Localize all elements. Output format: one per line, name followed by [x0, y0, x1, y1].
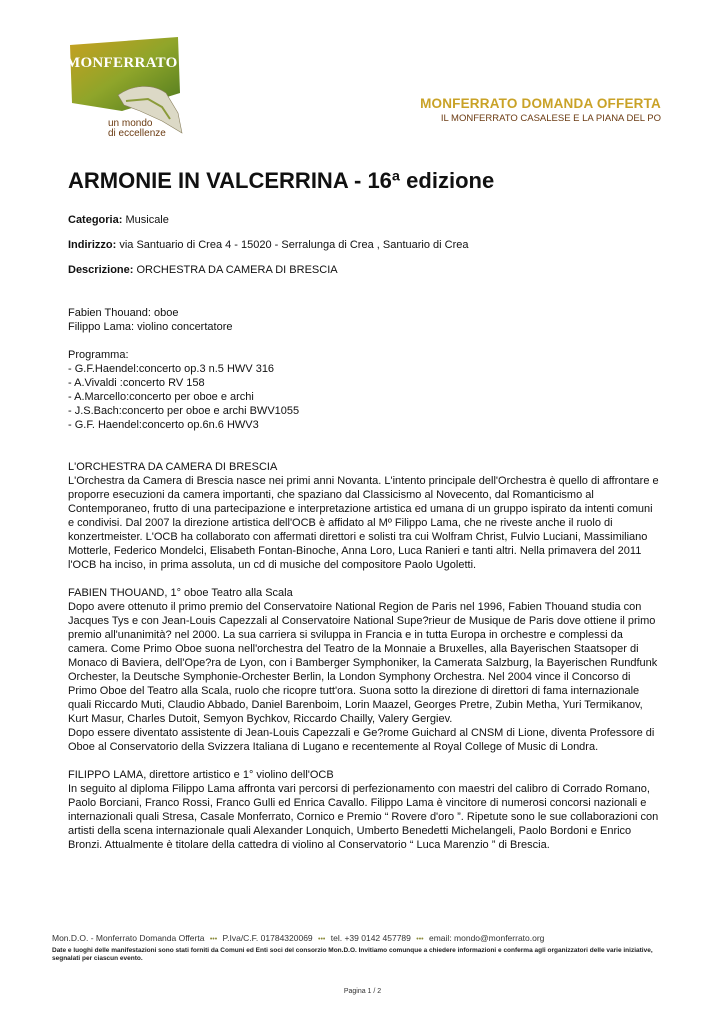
- category-label: Categoria:: [68, 214, 123, 226]
- performer-line: Filippo Lama: violino concertatore: [68, 321, 233, 333]
- description-value: ORCHESTRA DA CAMERA DI BRESCIA: [136, 264, 338, 276]
- program-title: Programma:: [68, 349, 129, 361]
- event-description-body: [68, 306, 660, 852]
- brand-subtitle: IL MONFERRATO CASALESE E LA PIANA DEL PO: [440, 113, 661, 124]
- category-value: Musicale: [125, 214, 169, 226]
- orchestra-text: L'Orchestra da Camera di Brescia nasce nei primi anni Novanta. L'intento principale dell'Orchestra è quello di affrontare e proporre esecuzioni da camera importanti, che spaziano dal Classicismo al Novecento, dal Romanticismo al Contemporaneo, frutto di una partecipazione e interpretazione artistica ed umana di un gruppo ispirato da intenti comuni e condivisi. Dal 2007 la direzione artistica dell'OCB è affidato al Mº Filippo Lama, che ne riveste anche il ruolo di konzertmeister. L'OCB ha collaborato con affermati direttori e solisti tra cui Wolfram Christ, Fulvio Luciani, Massimiliano Motterle, Federico Mondelci, Elisabeth Fontan-Binoche, Anna Loro, Luca Ranieri e tanti altri. Nella primavera del 2011 l'OCB ha inciso, in prima assoluta, un cd di musiche del compositore Paolo Ugoletti.: [68, 475, 659, 571]
- footer-separator: •••: [416, 936, 424, 943]
- description-label: Descrizione:: [68, 264, 134, 276]
- footer-contact-line: [52, 933, 544, 943]
- logo-tagline-line1: un mondo: [108, 118, 153, 129]
- lama-heading: FILIPPO LAMA, direttore artistico e 1° violino dell'OCB: [68, 769, 334, 781]
- brand-header: [420, 96, 661, 124]
- address-value: via Santuario di Crea 4 - 15020 - Serralunga di Crea , Santuario di Crea: [119, 239, 469, 251]
- program-item: - A.Vivaldi :concerto RV 158: [68, 377, 205, 389]
- thouand-text: Dopo avere ottenuto il primo premio del Conservatoire National Region de Paris nel 1996, Fabien Thouand studia con Jacques Tys e con Jean-Louis Capezzali al Conservatoire National Supe?rieur de Musique de Paris dove ottiene il primo premio all'unanimità? nel 2000. La sua carriera si sviluppa in Francia e in tutta Europa in orchestre e complessi da camera. Come Primo Oboe suona nell'orchestra del Teatro de la Monnaie a Bruxelles, alla Bayerischen Staatsoper di Monaco di Baviera, dell'Ope?ra de Lyon, con i Bamberger Symphoniker, la Camerata Salzburg, la Bayerischen Rundfunk Orchester, la Deutsche Symphonie-Orchester Berlin, la London Symphony Orchestra. Nel 2004 vince il Concorso di Primo Oboe del Teatro alla Scala, ruolo che ricopre tutt'ora. Suona sotto la direzione di direttori di fama internazionale quali Riccardo Muti, Claudio Abbado, Daniel Barenboim, Lorin Maazel, Georges Pretre, Zubin Metha, Yuri Termikanov, Kurt Masur, Charles Dutoit, Semyon Bychkov, Riccardo Chailly, Valery Gergiev.: [68, 601, 658, 725]
- brand-title: MONFERRATO DOMANDA OFFERTA: [420, 96, 661, 111]
- logo-tagline-line2: di eccellenze: [108, 128, 166, 139]
- performer-line: Fabien Thouand: oboe: [68, 307, 179, 319]
- program-item: - G.F. Haendel:concerto op.6n.6 HWV3: [68, 419, 259, 431]
- footer-org: Mon.D.O. - Monferrato Domanda Offerta: [52, 933, 205, 943]
- footer-vat: P.Iva/C.F. 01784320069: [222, 933, 313, 943]
- logo-wordmark: MONFERRATO: [66, 55, 178, 71]
- thouand-heading: FABIEN THOUAND, 1° oboe Teatro alla Scala: [68, 587, 293, 599]
- page-number: Pagina 1 / 2: [343, 988, 382, 995]
- event-title: ARMONIE IN VALCERRINA - 16ª edizione: [68, 168, 495, 193]
- thouand-text-2: Dopo essere diventato assistente di Jean-Louis Capezzali e Ge?rome Guichard al CNSM di Lione, diventa Professore di Oboe al Conservatorio della Svizzera Italiana di Lugano e recentemente al Royal College of Music di Londra.: [68, 727, 655, 753]
- lama-text: In seguito al diploma Filippo Lama affronta vari percorsi di perfezionamento con maestri del calibro di Corrado Romano, Paolo Borciani, Franco Rossi, Franco Gulli ed Enrica Cavallo. Filippo Lama è vincitore di numerosi concorsi nazionali e internazionali quali Stresa, Casale Monferrato, Cornico e Premio “ Rovere d'oro ”. Ripetute sono le sue collaborazioni con artisti della scena internazionale quali Alexander Lonquich, Umberto Benedetti Michelangeli, Paolo Bordoni e Enrico Bronzi. Attualmente è titolare della cattedra di violino al Conservatorio “ Luca Marenzio ” di Brescia.: [68, 783, 659, 851]
- description-field: [68, 264, 338, 276]
- address-label: Indirizzo:: [68, 239, 117, 251]
- program-item: - J.S.Bach:concerto per oboe e archi BWV1055: [68, 405, 300, 417]
- category-field: [68, 214, 169, 226]
- program-item: - G.F.Haendel:concerto op.3 n.5 HWV 316: [68, 363, 275, 375]
- program-item: - A.Marcello:concerto per oboe e archi: [68, 391, 254, 403]
- address-field: [68, 239, 468, 251]
- footer-email[interactable]: email: mondo@monferrato.org: [429, 933, 545, 943]
- orchestra-heading: L'ORCHESTRA DA CAMERA DI BRESCIA: [68, 461, 278, 473]
- footer-disclaimer: Date e luoghi delle manifestazioni sono stati forniti da Comuni ed Enti soci del consorzio Mon.D.O. Invitiamo comunque a chiedere informazioni e conferma agli organizzatori delle varie iniziative, segnalati per ciascun evento.: [52, 947, 653, 962]
- footer-separator: •••: [318, 936, 326, 943]
- footer-phone: tel. +39 0142 457789: [330, 933, 411, 943]
- footer-separator: •••: [209, 936, 218, 943]
- logo-tagline: [108, 119, 166, 139]
